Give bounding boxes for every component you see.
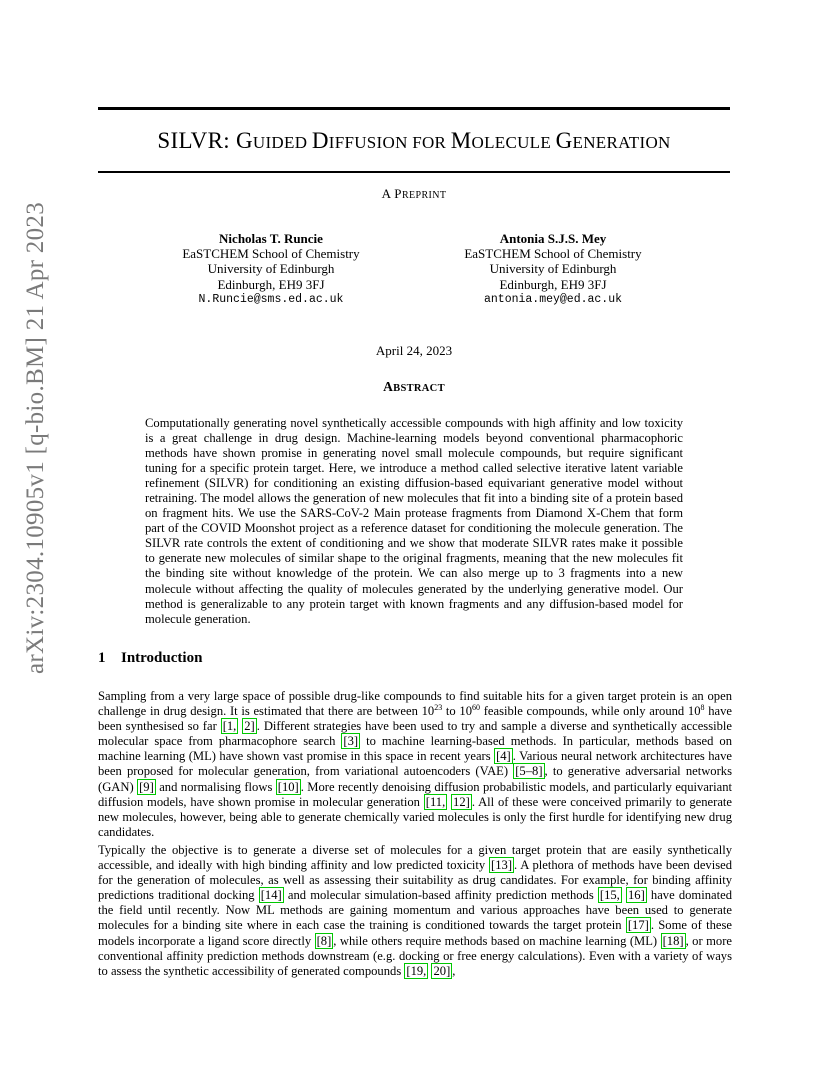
author-name: Nicholas T. Runcie xyxy=(219,231,323,246)
paper-title: SILVR: GUIDED DIFFUSION FOR MOLECULE GENERATION xyxy=(157,128,671,153)
citation-link[interactable]: [3] xyxy=(343,734,359,749)
title-bottom-rule xyxy=(98,171,730,173)
citation-link[interactable]: 20] xyxy=(433,963,451,978)
citation-link[interactable]: [19, xyxy=(406,963,427,978)
author-email[interactable]: antonia.mey@ed.ac.uk xyxy=(483,292,623,306)
citation-link[interactable]: [4] xyxy=(496,749,511,764)
author-block-1 xyxy=(151,231,391,307)
arxiv-identifier-stamp[interactable]: arXiv:2304.10905v1 [q-bio.BM] 21 Apr 2023 xyxy=(22,202,49,674)
citation-link[interactable]: [5–8] xyxy=(515,764,543,779)
citation-link[interactable]: [15, xyxy=(599,888,620,903)
author-block-2 xyxy=(433,231,673,307)
citation-link[interactable]: [13] xyxy=(491,858,513,873)
intro-paragraph-2: Typically the objective is to generate a diverse set of molecules for a given target protein that are easily synthetically accessible, and ideally with high binding affinity and low predicted toxicity [13] . A plethora of methods have been devised for the generation of molecules, as well as assessing their suitability as drug candidates. For example, for binding affinity predictions traditional docking [14] and molecular simulation-based affinity prediction methods [15, 16] have dominated the field until recently. Now ML methods are gaining momentum and various approaches have been used to generate molecules for a binding site where in each case the training is conditioned towards the target protein [17] . Some of these models incorporate a ligand score directly [8] , while others require methods based on machine learning (ML) [18] , or more conventional affinity prediction methods downstream (e.g. docking or free energy calculations). Even with a variety of ways to assess the synthetic accessibility of generated compounds [19, 20] , xyxy=(98,843,733,978)
publication-date: April 24, 2023 xyxy=(375,343,453,358)
author-email[interactable]: N.Runcie@sms.ed.ac.uk xyxy=(198,292,344,306)
section-heading-introduction xyxy=(98,650,202,667)
preprint-label: A PREPRINT xyxy=(381,186,447,201)
citation-link[interactable]: [9] xyxy=(139,779,154,794)
intro-paragraph-1: Sampling from a very large space of possible drug-like compounds to find suitable hits for a given target protein is an open challenge in drug design. It is estimated that there are between $10^{23}$ to $10^{60}$ feasible compounds, while only around $10^8$ have been synthesised so far [1, 2] . Different strategies have been used to try and sample a diverse and synthetically accessible molecular space from pharmacophore search [3] to machine learning-based methods. In particular, methods based on machine learning (ML) have shown vast promise in this space in recent years [4] . Various neural network architectures have been proposed for molecular generation, from variational autoencoders (VAE) [5–8] , to generative adversarial networks (GAN) [9] and normalising flows [10] . More recently denoising diffusion probabilistic models, and particularly equivariant diffusion models, have shown promise in molecular generation [11, 12] . All of these were conceived primarily to generate new molecules, however, being able to generate chemically varied molecules is only the first hurdle for identifying new drug candidates. xyxy=(98,689,733,839)
citation-link[interactable]: [8] xyxy=(316,933,332,948)
abstract-heading: ABSTRACT xyxy=(383,379,445,394)
citation-link[interactable]: [10] xyxy=(277,779,299,794)
citation-link[interactable]: [17] xyxy=(627,918,649,933)
citation-link[interactable]: [18] xyxy=(662,933,684,948)
author-name: Antonia S.J.S. Mey xyxy=(499,231,607,246)
citation-link[interactable]: [1, xyxy=(222,719,237,734)
citation-link[interactable]: 12] xyxy=(453,794,470,809)
abstract-text: Computationally generating novel synthetically accessible compounds with high affinity and low toxicity is a great challenge in drug design. Machine-learning models beyond conventional pharmacophoric methods have shown promise in generating novel small molecule compounds, but require significant tuning for a specific protein target. Here, we introduce a method called selective iterative latent variable refinement (SILVR) for conditioning an existing diffusion-based equivariant generative model without retraining. The model allows the generation of new molecules that fit into a binding site of a protein based on fragment hits. We use the SARS-CoV-2 Main protease fragments from Diamond X-Chem that form part of the COVID Moonshot project as a reference dataset for conditioning the molecule generation. The SILVR rate controls the extent of conditioning and we show that moderate SILVR rates make it possible to generate new molecules of similar shape to the original fragments, meaning that the new molecules fit the binding site without knowledge of the protein. We can also merge up to 3 fragments into a new molecule without affecting the quality of molecules generated by the underlying generative model. Our method is generalizable to any protein target with known fragments and any diffusion-based model for molecule generation. xyxy=(145,416,683,626)
author-university: University of Edinburgh xyxy=(207,261,335,277)
citation-link[interactable]: 16] xyxy=(627,888,645,903)
section-number: 1 xyxy=(98,650,106,666)
author-address: Edinburgh, EH9 3FJ xyxy=(499,276,607,292)
citation-link[interactable]: 2] xyxy=(244,719,255,734)
title-top-rule xyxy=(98,107,730,110)
citation-link[interactable]: [14] xyxy=(260,888,282,903)
author-address: Edinburgh, EH9 3FJ xyxy=(217,276,325,292)
author-affiliation: EaSTCHEM School of Chemistry xyxy=(182,246,360,262)
section-title: Introduction xyxy=(121,650,203,666)
author-university: University of Edinburgh xyxy=(489,261,617,277)
citation-link[interactable]: [11, xyxy=(425,794,446,809)
author-affiliation: EaSTCHEM School of Chemistry xyxy=(464,246,642,262)
